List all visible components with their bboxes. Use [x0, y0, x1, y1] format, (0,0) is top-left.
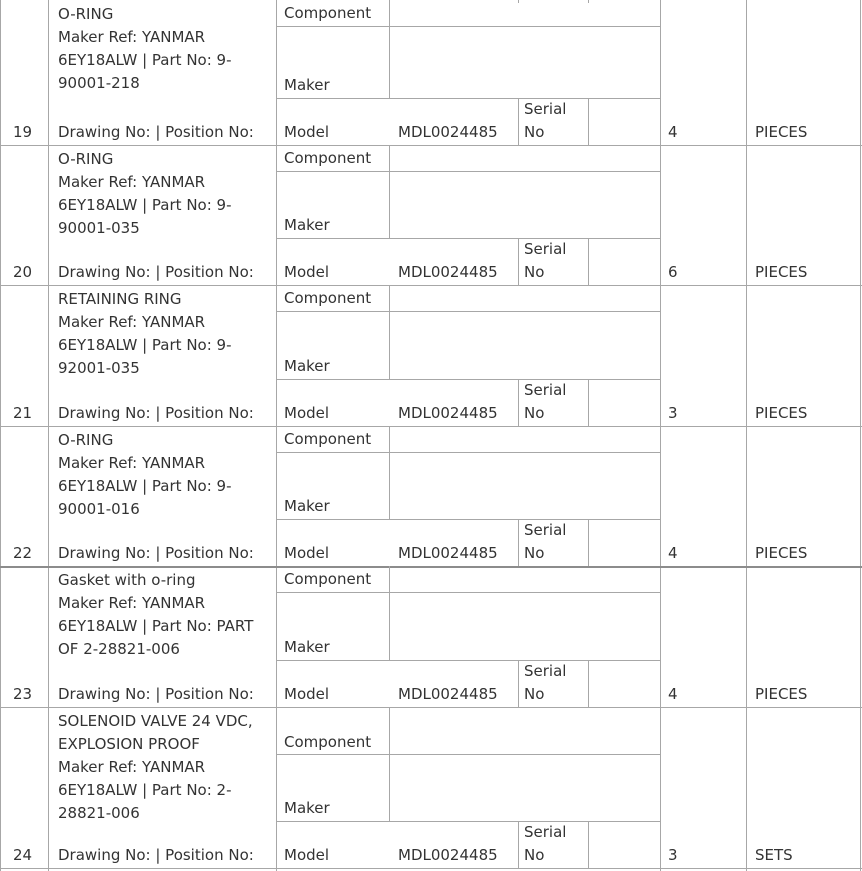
- model-serial-divider: [518, 98, 519, 145]
- serial-label-no: No: [524, 685, 545, 703]
- description-line: 6EY18ALW | Part No: PART: [58, 617, 254, 635]
- serial-label-no: No: [524, 123, 545, 141]
- serial-label: Serial: [524, 662, 567, 680]
- serial-value-divider: [588, 238, 589, 285]
- component-label-divider: [389, 285, 390, 311]
- model-label: Model: [284, 404, 330, 422]
- maker-label-divider: [389, 311, 390, 379]
- maker-label-divider: [389, 26, 390, 98]
- item-description: [58, 3, 273, 95]
- item-description: [58, 288, 273, 380]
- component-divider: [276, 452, 660, 453]
- component-label-divider: [389, 0, 390, 26]
- description-line: EXPLOSION PROOF: [58, 735, 200, 753]
- quantity: 4: [668, 123, 678, 141]
- component-label: Component: [284, 289, 372, 307]
- description-line: SOLENOID VALVE 24 VDC,: [58, 712, 253, 730]
- row-number: 24: [13, 846, 33, 864]
- row-divider: [0, 285, 862, 286]
- model-label: Model: [284, 685, 330, 703]
- drawing-position-label: Drawing No: | Position No:: [58, 544, 254, 562]
- row-number: 20: [13, 263, 33, 281]
- description-line: RETAINING RING: [58, 290, 182, 308]
- unit: PIECES: [755, 404, 808, 422]
- model-label: Model: [284, 846, 330, 864]
- quantity: 6: [668, 263, 678, 281]
- row-number: 23: [13, 685, 33, 703]
- description-line: 90001-218: [58, 74, 140, 92]
- model-serial-divider: [518, 519, 519, 566]
- maker-label: Maker: [284, 799, 330, 817]
- drawing-position-label: Drawing No: | Position No:: [58, 263, 254, 281]
- description-line: 6EY18ALW | Part No: 9-: [58, 196, 232, 214]
- maker-divider: [276, 98, 660, 99]
- description-line: 6EY18ALW | Part No: 9-: [58, 336, 232, 354]
- row-divider: [0, 566, 862, 568]
- description-line: O-RING: [58, 150, 114, 168]
- serial-label: Serial: [524, 240, 567, 258]
- unit: SETS: [755, 846, 793, 864]
- serial-value-divider: [588, 379, 589, 426]
- model-value: MDL0024485: [398, 263, 498, 281]
- drawing-position-label: Drawing No: | Position No:: [58, 685, 254, 703]
- unit: PIECES: [755, 685, 808, 703]
- item-description: [58, 148, 273, 240]
- maker-divider: [276, 238, 660, 239]
- description-line: 6EY18ALW | Part No: 9-: [58, 477, 232, 495]
- model-label: Model: [284, 544, 330, 562]
- item-description: [58, 429, 273, 521]
- model-value: MDL0024485: [398, 123, 498, 141]
- row-number: 21: [13, 404, 33, 422]
- drawing-position-label: Drawing No: | Position No:: [58, 404, 254, 422]
- unit: PIECES: [755, 544, 808, 562]
- component-divider: [276, 26, 660, 27]
- maker-label: Maker: [284, 76, 330, 94]
- drawing-position-label: Drawing No: | Position No:: [58, 846, 254, 864]
- model-value: MDL0024485: [398, 685, 498, 703]
- quantity: 3: [668, 404, 678, 422]
- component-divider: [276, 311, 660, 312]
- component-divider: [276, 592, 660, 593]
- column-divider-c2: [276, 0, 277, 871]
- maker-label: Maker: [284, 357, 330, 375]
- model-value: MDL0024485: [398, 544, 498, 562]
- serial-label-no: No: [524, 263, 545, 281]
- component-label: Component: [284, 733, 372, 751]
- maker-label: Maker: [284, 497, 330, 515]
- maker-label: Maker: [284, 638, 330, 656]
- column-divider-c8: [860, 0, 861, 871]
- description-line: 6EY18ALW | Part No: 2-: [58, 781, 232, 799]
- serial-value-divider: [588, 821, 589, 868]
- component-label-divider: [389, 566, 390, 592]
- description-line: Maker Ref: YANMAR: [58, 28, 206, 46]
- description-line: 92001-035: [58, 359, 140, 377]
- component-label: Component: [284, 430, 372, 448]
- serial-label: Serial: [524, 521, 567, 539]
- component-label: Component: [284, 4, 372, 22]
- row-number: 22: [13, 544, 33, 562]
- row-number: 19: [13, 123, 33, 141]
- serial-label-no: No: [524, 544, 545, 562]
- quantity: 4: [668, 544, 678, 562]
- maker-label-divider: [389, 171, 390, 238]
- prev-row-divider: [518, 0, 519, 3]
- quantity: 4: [668, 685, 678, 703]
- row-divider: [0, 707, 862, 708]
- description-line: Maker Ref: YANMAR: [58, 173, 206, 191]
- row-divider: [0, 426, 862, 427]
- maker-divider: [276, 379, 660, 380]
- description-line: Maker Ref: YANMAR: [58, 758, 206, 776]
- serial-label-no: No: [524, 846, 545, 864]
- description-line: 28821-006: [58, 804, 140, 822]
- model-serial-divider: [518, 821, 519, 868]
- serial-label: Serial: [524, 381, 567, 399]
- component-divider: [276, 171, 660, 172]
- model-serial-divider: [518, 238, 519, 285]
- component-label: Component: [284, 149, 372, 167]
- description-line: Maker Ref: YANMAR: [58, 313, 206, 331]
- maker-label: Maker: [284, 216, 330, 234]
- description-line: Maker Ref: YANMAR: [58, 594, 206, 612]
- serial-value-divider: [588, 519, 589, 566]
- maker-divider: [276, 519, 660, 520]
- serial-value-divider: [588, 98, 589, 145]
- item-description: [58, 710, 273, 825]
- component-label-divider: [389, 426, 390, 452]
- description-line: 6EY18ALW | Part No: 9-: [58, 51, 232, 69]
- quantity: 3: [668, 846, 678, 864]
- component-divider: [276, 754, 660, 755]
- maker-label-divider: [389, 452, 390, 519]
- serial-value-divider: [588, 660, 589, 707]
- model-label: Model: [284, 123, 330, 141]
- component-label: Component: [284, 570, 372, 588]
- maker-label-divider: [389, 754, 390, 821]
- column-divider-c1: [48, 0, 49, 871]
- model-label: Model: [284, 263, 330, 281]
- description-line: Maker Ref: YANMAR: [58, 454, 206, 472]
- drawing-position-label: Drawing No: | Position No:: [58, 123, 254, 141]
- column-divider-c0: [0, 0, 1, 871]
- description-line: 90001-035: [58, 219, 140, 237]
- serial-label-no: No: [524, 404, 545, 422]
- maker-divider: [276, 821, 660, 822]
- prev-row-divider: [588, 0, 589, 3]
- unit: PIECES: [755, 263, 808, 281]
- component-label-divider: [389, 707, 390, 754]
- model-value: MDL0024485: [398, 846, 498, 864]
- description-line: 90001-016: [58, 500, 140, 518]
- component-label-divider: [389, 145, 390, 171]
- column-divider-c6: [660, 0, 661, 871]
- description-line: OF 2-28821-006: [58, 640, 180, 658]
- column-divider-c7: [746, 0, 747, 871]
- description-line: O-RING: [58, 431, 114, 449]
- unit: PIECES: [755, 123, 808, 141]
- model-serial-divider: [518, 379, 519, 426]
- description-line: Gasket with o-ring: [58, 571, 196, 589]
- model-serial-divider: [518, 660, 519, 707]
- description-line: O-RING: [58, 5, 114, 23]
- serial-label: Serial: [524, 100, 567, 118]
- row-divider: [0, 145, 862, 146]
- serial-label: Serial: [524, 823, 567, 841]
- maker-divider: [276, 660, 660, 661]
- model-value: MDL0024485: [398, 404, 498, 422]
- item-description: [58, 569, 273, 661]
- maker-label-divider: [389, 592, 390, 660]
- table-bottom-border: [0, 868, 862, 869]
